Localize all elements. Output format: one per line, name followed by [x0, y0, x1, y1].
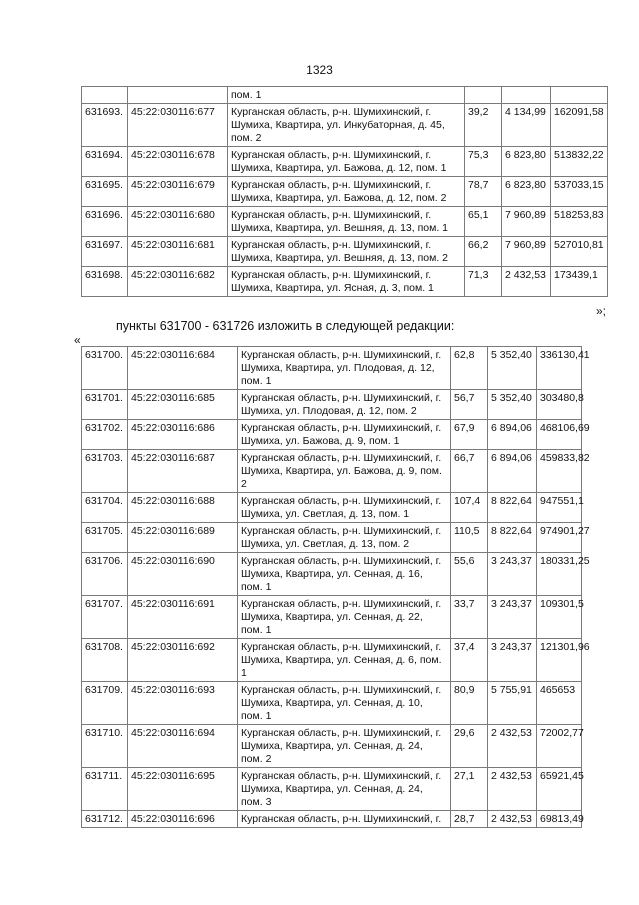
cadastral-value-cell: 468106,69 — [537, 420, 582, 450]
unit-price-cell: 5 352,40 — [488, 390, 537, 420]
area-cell: 39,2 — [465, 104, 502, 147]
table-row — [82, 147, 608, 177]
row-number-cell: 631707. — [82, 596, 128, 639]
cadastral-value-cell: 69813,49 — [537, 811, 582, 828]
table-row — [82, 682, 582, 725]
row-number-cell: 631696. — [82, 207, 128, 237]
cadastral-number-cell: 45:22:030116:692 — [128, 639, 238, 682]
unit-price-cell: 6 894,06 — [488, 450, 537, 493]
area-cell: 71,3 — [465, 267, 502, 297]
area-cell: 80,9 — [451, 682, 488, 725]
row-number-cell: 631705. — [82, 523, 128, 553]
unit-price-cell: 7 960,89 — [502, 237, 551, 267]
address-cell: Курганская область, р-н. Шумихинский, г. Шумиха, Квартира, ул. Вешняя, д. 13, пом. 1 — [228, 207, 465, 237]
address-cell: Курганская область, р-н. Шумихинский, г. Шумиха, ул. Плодовая, д. 12, пом. 2 — [238, 390, 451, 420]
row-number-cell: 631694. — [82, 147, 128, 177]
cadastral-number-cell: 45:22:030116:678 — [128, 147, 228, 177]
cadastral-value-cell: 336130,41 — [537, 347, 582, 390]
row-number-cell: 631711. — [82, 768, 128, 811]
cadastral-number-cell: 45:22:030116:685 — [128, 390, 238, 420]
table-row — [82, 390, 582, 420]
cadastral-number-cell — [128, 87, 228, 104]
unit-price-cell: 4 134,99 — [502, 104, 551, 147]
table-row — [82, 347, 582, 390]
cadastral-value-cell: 974901,27 — [537, 523, 582, 553]
row-number-cell: 631698. — [82, 267, 128, 297]
area-cell: 66,2 — [465, 237, 502, 267]
cadastral-number-cell: 45:22:030116:681 — [128, 237, 228, 267]
unit-price-cell: 8 822,64 — [488, 493, 537, 523]
address-cell: Курганская область, р-н. Шумихинский, г. Шумиха, Квартира, ул. Сенная, д. 24, пом. 3 — [238, 768, 451, 811]
table-row — [82, 267, 608, 297]
table-row — [82, 639, 582, 682]
area-cell: 28,7 — [451, 811, 488, 828]
address-cell: Курганская область, р-н. Шумихинский, г. Шумиха, Квартира, ул. Бажова, д. 12, пом. 1 — [228, 147, 465, 177]
table-body — [82, 87, 608, 297]
table-row — [82, 523, 582, 553]
address-cell: Курганская область, р-н. Шумихинский, г. Шумиха, Квартира, ул. Сенная, д. 16, пом. 1 — [238, 553, 451, 596]
unit-price-cell: 2 432,53 — [502, 267, 551, 297]
row-number-cell: 631693. — [82, 104, 128, 147]
area-cell: 66,7 — [451, 450, 488, 493]
cadastral-value-cell: 947551,1 — [537, 493, 582, 523]
row-number-cell: 631701. — [82, 390, 128, 420]
table-row — [82, 177, 608, 207]
address-cell: Курганская область, р-н. Шумихинский, г. Шумиха, Квартира, ул. Инкубаторная, д. 45, пом. 2 — [228, 104, 465, 147]
unit-price-cell: 2 432,53 — [488, 768, 537, 811]
table-row — [82, 493, 582, 523]
address-cell: Курганская область, р-н. Шумихинский, г. Шумиха, Квартира, ул. Сенная, д. 24, пом. 2 — [238, 725, 451, 768]
area-cell: 37,4 — [451, 639, 488, 682]
area-cell: 78,7 — [465, 177, 502, 207]
cadastral-number-cell: 45:22:030116:679 — [128, 177, 228, 207]
area-cell: 67,9 — [451, 420, 488, 450]
table-row — [82, 87, 608, 104]
area-cell — [465, 87, 502, 104]
table-row — [82, 104, 608, 147]
cadastral-value-cell: 459833,82 — [537, 450, 582, 493]
cadastral-value-cell: 162091,58 — [551, 104, 608, 147]
cadastral-number-cell: 45:22:030116:684 — [128, 347, 238, 390]
cadastral-value-cell: 513832,22 — [551, 147, 608, 177]
unit-price-cell: 3 243,37 — [488, 639, 537, 682]
cadastral-value-cell: 527010,81 — [551, 237, 608, 267]
property-table-bottom — [81, 346, 590, 828]
table-row — [82, 207, 608, 237]
unit-price-cell: 2 432,53 — [488, 811, 537, 828]
unit-price-cell: 8 822,64 — [488, 523, 537, 553]
cadastral-number-cell: 45:22:030116:689 — [128, 523, 238, 553]
table-row — [82, 553, 582, 596]
row-number-cell: 631708. — [82, 639, 128, 682]
cadastral-number-cell: 45:22:030116:686 — [128, 420, 238, 450]
unit-price-cell: 6 823,80 — [502, 177, 551, 207]
cadastral-number-cell: 45:22:030116:694 — [128, 725, 238, 768]
cadastral-number-cell: 45:22:030116:677 — [128, 104, 228, 147]
table-row — [82, 596, 582, 639]
area-cell: 107,4 — [451, 493, 488, 523]
cadastral-number-cell: 45:22:030116:680 — [128, 207, 228, 237]
opening-quote: « — [74, 333, 81, 347]
unit-price-cell: 6 823,80 — [502, 147, 551, 177]
page-number: 1323 — [306, 63, 333, 77]
row-number-cell — [82, 87, 128, 104]
area-cell: 62,8 — [451, 347, 488, 390]
row-number-cell: 631703. — [82, 450, 128, 493]
address-cell: Курганская область, р-н. Шумихинский, г. Шумиха, ул. Светлая, д. 13, пом. 2 — [238, 523, 451, 553]
row-number-cell: 631706. — [82, 553, 128, 596]
address-cell: пом. 1 — [228, 87, 465, 104]
address-cell: Курганская область, р-н. Шумихинский, г. Шумиха, Квартира, ул. Сенная, д. 6, пом. 1 — [238, 639, 451, 682]
address-cell: Курганская область, р-н. Шумихинский, г. Шумиха, ул. Светлая, д. 13, пом. 1 — [238, 493, 451, 523]
area-cell: 75,3 — [465, 147, 502, 177]
cadastral-number-cell: 45:22:030116:687 — [128, 450, 238, 493]
row-number-cell: 631710. — [82, 725, 128, 768]
cadastral-value-cell: 465653 — [537, 682, 582, 725]
cadastral-value-cell: 109301,5 — [537, 596, 582, 639]
address-cell: Курганская область, р-н. Шумихинский, г. Шумиха, Квартира, ул. Вешняя, д. 13, пом. 2 — [228, 237, 465, 267]
row-number-cell: 631704. — [82, 493, 128, 523]
row-number-cell: 631700. — [82, 347, 128, 390]
cadastral-value-cell: 173439,1 — [551, 267, 608, 297]
unit-price-cell: 7 960,89 — [502, 207, 551, 237]
table-row — [82, 768, 582, 811]
unit-price-cell: 5 755,91 — [488, 682, 537, 725]
address-cell: Курганская область, р-н. Шумихинский, г. Шумиха, Квартира, ул. Бажова, д. 12, пом. 2 — [228, 177, 465, 207]
unit-price-cell — [502, 87, 551, 104]
cadastral-value-cell: 180331,25 — [537, 553, 582, 596]
cadastral-value-cell: 303480,8 — [537, 390, 582, 420]
cadastral-value-cell: 537033,15 — [551, 177, 608, 207]
address-cell: Курганская область, р-н. Шумихинский, г. Шумиха, Квартира, ул. Сенная, д. 10, пом. 1 — [238, 682, 451, 725]
address-cell: Курганская область, р-н. Шумихинский, г. Шумиха, Квартира, ул. Ясная, д. 3, пом. 1 — [228, 267, 465, 297]
unit-price-cell: 3 243,37 — [488, 553, 537, 596]
row-number-cell: 631709. — [82, 682, 128, 725]
address-cell: Курганская область, р-н. Шумихинский, г. Шумиха, Квартира, ул. Сенная, д. 22, пом. 1 — [238, 596, 451, 639]
unit-price-cell: 6 894,06 — [488, 420, 537, 450]
cadastral-number-cell: 45:22:030116:693 — [128, 682, 238, 725]
unit-price-cell: 5 352,40 — [488, 347, 537, 390]
area-cell: 27,1 — [451, 768, 488, 811]
area-cell: 65,1 — [465, 207, 502, 237]
address-cell: Курганская область, р-н. Шумихинский, г. — [238, 811, 451, 828]
cadastral-value-cell: 121301,96 — [537, 639, 582, 682]
unit-price-cell: 3 243,37 — [488, 596, 537, 639]
cadastral-number-cell: 45:22:030116:688 — [128, 493, 238, 523]
row-number-cell: 631712. — [82, 811, 128, 828]
address-cell: Курганская область, р-н. Шумихинский, г. Шумиха, Квартира, ул. Плодовая, д. 12, пом. 1 — [238, 347, 451, 390]
area-cell: 55,6 — [451, 553, 488, 596]
area-cell: 110,5 — [451, 523, 488, 553]
row-number-cell: 631702. — [82, 420, 128, 450]
cadastral-value-cell: 65921,45 — [537, 768, 582, 811]
row-number-cell: 631697. — [82, 237, 128, 267]
table-row — [82, 450, 582, 493]
property-table-top — [81, 86, 608, 297]
area-cell: 33,7 — [451, 596, 488, 639]
cadastral-value-cell: 518253,83 — [551, 207, 608, 237]
closing-quote: »; — [596, 304, 607, 318]
cadastral-number-cell: 45:22:030116:691 — [128, 596, 238, 639]
table-row — [82, 237, 608, 267]
area-cell: 56,7 — [451, 390, 488, 420]
cadastral-number-cell: 45:22:030116:695 — [128, 768, 238, 811]
table-row — [82, 725, 582, 768]
cadastral-number-cell: 45:22:030116:682 — [128, 267, 228, 297]
unit-price-cell: 2 432,53 — [488, 725, 537, 768]
table-row — [82, 811, 582, 828]
cadastral-value-cell — [551, 87, 608, 104]
cadastral-value-cell: 72002,77 — [537, 725, 582, 768]
row-number-cell: 631695. — [82, 177, 128, 207]
table-body — [82, 347, 590, 828]
cadastral-number-cell: 45:22:030116:696 — [128, 811, 238, 828]
area-cell: 29,6 — [451, 725, 488, 768]
address-cell: Курганская область, р-н. Шумихинский, г. Шумиха, ул. Бажова, д. 9, пом. 1 — [238, 420, 451, 450]
amendment-intro-text: пункты 631700 - 631726 изложить в следующей редакции: — [116, 319, 455, 333]
cadastral-number-cell: 45:22:030116:690 — [128, 553, 238, 596]
address-cell: Курганская область, р-н. Шумихинский, г. Шумиха, Квартира, ул. Бажова, д. 9, пом. 2 — [238, 450, 451, 493]
table-row — [82, 420, 582, 450]
